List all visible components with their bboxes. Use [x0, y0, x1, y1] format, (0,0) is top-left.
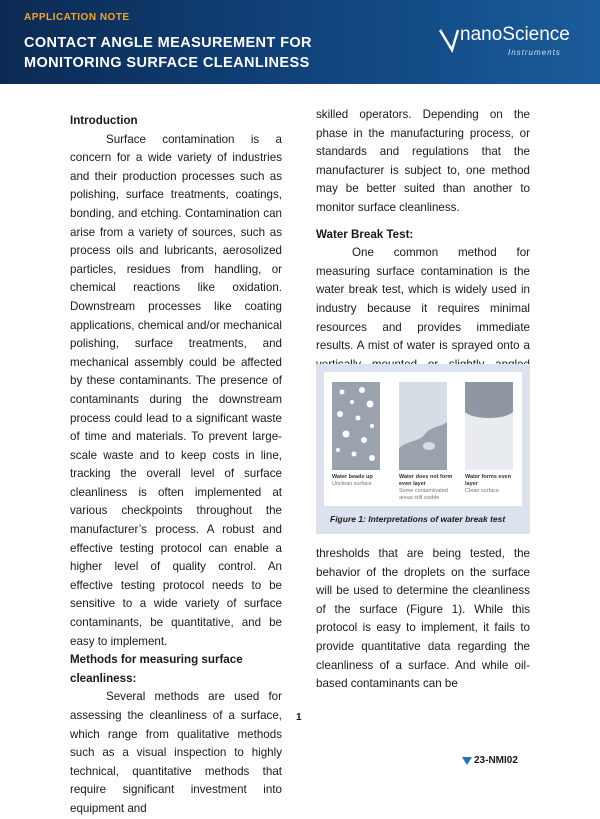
unclean-surface-panel: [332, 382, 380, 470]
logo-text: nanoScience: [460, 24, 570, 45]
water-break-paragraph: One common method for measuring surface contamination is the water break test, which is widely used in industry because it requires minimal resources and provides immediate results. A mist of water is sprayed onto a: [316, 246, 530, 353]
page-number: 1: [296, 712, 302, 723]
intro-heading: Introduction: [70, 114, 138, 127]
intro-paragraph: Surface contamination is a concern for a wide variety of industries and their production processes such as polishing, surface treatments, coatings, bonding, and etching. Contamination can arise from a variety of sources, such as process oils and lubricants, aerosolized particles, residues from handling, or chemical reactions like oxidation. Downstream processes like coating applications, chemical and/or mechanical polishing, surface treatments, and mechanical assembly could be affected by these contaminants. The presence of contaminants during the downstream process could lead to a significant waste of time and materials. To prevent large-scale waste and to keep costs in line, tracking the overall level of surface cleanliness is often implemented at various checkpoints throughout the manufacturer’s process. A robust and effective testing protocol can enable a higher level of quality control. An effective testing protocol needs to be sensitive to a wide variety of surface contaminants, be quantitative, and be easy to implement.: [70, 132, 282, 648]
methods-paragraph: Several methods are used for assessing the cleanliness of a surface, which range from qualitative methods such as a visual inspection to highly technical, quantitative methods that require significant investment into equipment and: [70, 690, 282, 815]
right-column-bottom: [316, 545, 530, 694]
figure-1: [316, 364, 530, 534]
panel-label-1: Water beads up Unclean surface: [332, 474, 373, 487]
clean-surface-panel: [465, 382, 513, 470]
after-figure-paragraph: thresholds that are being tested, the behavior of the droplets on the surface will be used to determine the cleanliness of the surface (Figure 1). While this protocol is easy to implement, it fails to provide quantitative data regarding the cleanliness of a surface. And while oil-based contaminants can be: [316, 547, 530, 691]
document-id: 23-NMI02: [474, 755, 518, 766]
partially-clean-panel: [399, 382, 447, 470]
logo-mark-icon: [438, 26, 460, 56]
triangle-icon: [462, 757, 472, 765]
water-break-heading: Water Break Test:: [316, 227, 414, 241]
page-title: CONTACT ANGLE MEASUREMENT FOR MONITORING SURFACE CLEANLINESS: [24, 35, 312, 71]
company-logo: [438, 26, 578, 62]
left-column: [70, 112, 282, 819]
continuation-paragraph: skilled operators. Depending on the phase in the manufacturing process, or standards and regulations that the manufacturer is subject to, one method may be better suited than another to monitor surface cleanliness.: [316, 108, 530, 214]
figure-image: [324, 372, 522, 506]
panel-label-3: Water forms even layer Clean surface: [465, 474, 511, 494]
panel-label-2: Water does not form even layer Some contaminated areas still visible: [399, 474, 453, 501]
header-banner: [0, 0, 600, 84]
methods-heading: Methods for measuring surface cleanliness:: [70, 653, 243, 685]
figure-caption: Figure 1: Interpretations of water break test: [330, 514, 506, 524]
logo-subtext: Instruments: [508, 48, 561, 57]
application-note-label: APPLICATION NOTE: [24, 12, 130, 23]
